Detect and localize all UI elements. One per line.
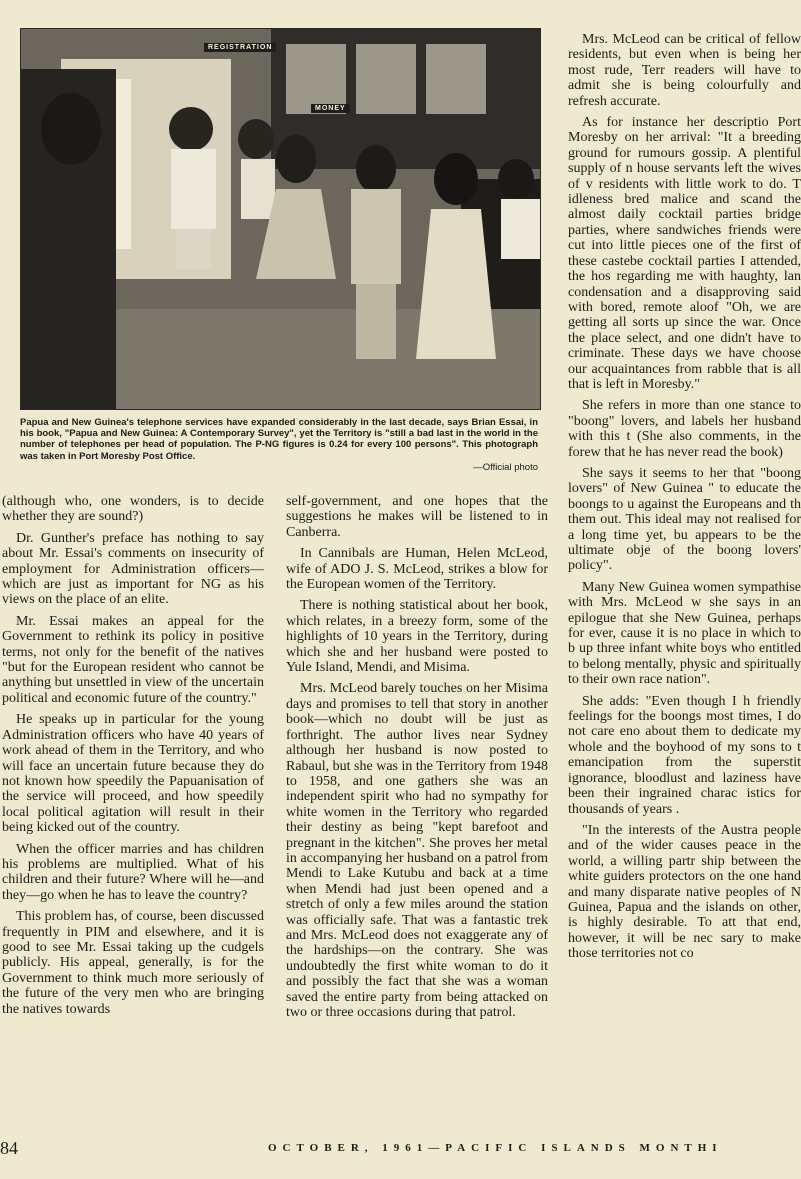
page-footer — [0, 1138, 801, 1162]
photo-caption — [20, 417, 538, 473]
paragraph: Dr. Gunther's preface has nothing to say about Mr. Essai's comments on insecurity of employment for Administration officers—which are just as important for NG as his views on the place of an elite. — [2, 530, 264, 608]
paragraph: Many New Guinea women sympathise with Mrs. McLeod w she says in an epilogue that she New Guinea, perhaps for ever, cause it is no place in which to b up three infant white boys who entitled to belong mentally, physic and spiritually to their own race nation". — [568, 579, 801, 688]
money-sign: MONEY — [311, 104, 350, 113]
photo-scene — [21, 29, 540, 409]
paragraph: She adds: "Even though I h friendly feelings for the boongs most times, I do not care eno about them to dedicate my whole and the boyhood of my sons to t emancipation from the superstit ignorance, bloodlust and laziness have been their ingrained charac istics for thousands of years . — [568, 693, 801, 817]
article-column-left — [2, 494, 264, 1023]
paragraph: There is nothing statistical about her book, which relates, in a breezy form, some of the highlights of 10 years in the Territory, during which she and her husband were posted to Yule Island, Mendi, and Misima. — [286, 598, 548, 676]
running-head: OCTOBER, 1961—PACIFIC ISLANDS MONTHI — [268, 1142, 723, 1154]
paragraph: self-government, and one hopes that the suggestions he makes will be listened to in Canberra. — [286, 494, 548, 540]
page-number: 84 — [0, 1138, 18, 1158]
article-column-right — [568, 32, 801, 968]
paragraph: Mrs. McLeod can be critical of fellow residents, but even when is being her most rude, Terr readers will have to admit she is being colourfully and refresh accurate. — [568, 32, 801, 109]
paragraph: As for instance her descriptio Port Moresby on her arrival: "It a breeding ground for rumours gossip. A plentiful supply of n house servants left the wives of v residents with little work to do. T idleness bred malice and scand the almost daily cocktail parties bridge parties, where sandwiches friends were cut into little pieces one of the first of these castebe cocktail parties I attended, the hos regarding me with haughty, lan condensation and a disapproving said with bored, remote aloof "Oh, we are getting all sorts up since the war. Once the place select, and one didn't have to criminate. These days we have choose our acquaintances from rabble that is all that is left in Moresby." — [568, 115, 801, 392]
paragraph: He speaks up in particular for the young Administration officers who have 40 years of work ahead of them in the Territory, and who will face an uncertain future because they do not known how speedily the Papuanisation of the service will proceed, and how speedily local political agitation will result in their being kicked out of the country. — [2, 712, 264, 836]
paragraph: When the officer marries and has children his problems are multiplied. What of his children and their future? Where will he—and they—go when he has to leave the country? — [2, 841, 264, 903]
caption-text: Papua and New Guinea's telephone services have expanded considerably in the last decade, says Brian Essai, in his book, "Papua and New Guinea: A Contemporary Survey", yet the Territory is "still a bad last in the world in the number of telephones per head of population. The P-NG figures is 0.24 for every 100 persons". This photograph was taken in Port Moresby Post Office. — [20, 417, 538, 462]
post-office-photo — [20, 28, 541, 410]
paragraph: This problem has, of course, been discussed frequently in PIM and elsewhere, and it is good to see Mr. Essai taking up the cudgels publicly. His appeal, generally, is for the Government to think much more seriously of the future of the very men who are bringing the natives towards — [2, 909, 264, 1017]
paragraph: In Cannibals are Human, Helen McLeod, wife of ADO J. S. McLeod, strikes a blow for the European women of the Territory. — [286, 546, 548, 593]
photo-credit: —Official photo — [473, 461, 538, 473]
paragraph: (although who, one wonders, is to decide whether they are sound?) — [2, 494, 264, 525]
paragraph: Mr. Essai makes an appeal for the Government to rethink its policy in positive terms, not only for the benefit of the natives "but for the European resident who cannot be anything but unsettled in view of the uncertain political and economic future of the country." — [2, 613, 264, 706]
paragraph: She says it seems to her that "boong lovers" of New Guinea " to educate the boongs to u against the Europeans and th them out. This ideal may not realised for a long time yet, bu appears to be the ultimate obje of the boong lovers' policy". — [568, 465, 801, 574]
paragraph: Mrs. McLeod barely touches on her Misima days and promises to tell that story in another book—which no doubt will be just as forthright. The author lives near Sydney although her husband is now posted to Rabaul, but she was in the Territory from 1948 to 1958, and one gathers she was an independent spirit who had no sympathy for white women in the Territory who regarded their destiny as being "kept barefoot and pregnant in the kitchen". She proves her metal in accompanying her husband on a patrol from Mendi to Lake Kutubu and back at a time when Mendi had just been opened and a stretch of only a few miles around the station was officially safe. That was a fantastic trek and Mrs. McLeod does not exaggerate any of the hardships—on the contrary. She was undoubtedly the first white woman to do it and possibly the fact that she was a woman saved the entire party from being attacked on two or three occasions during that patrol. — [286, 681, 548, 1020]
article-column-middle — [286, 494, 548, 1026]
paragraph: She refers in more than one stance to "boong" lovers, and labels her husband with this t (She also comments, in the forew that he has never read the book) — [568, 398, 801, 460]
registration-sign: REGISTRATION — [204, 43, 276, 52]
paragraph: "In the interests of the Austra people and of the wider causes peace in the world, a willing partr ship between the white guiders protectors on the one hand and many disparate native peoples of N Guinea, Papua and the islands on other, is highly desirable. To att that end, however, it will be nec sary to make those territories not co — [568, 822, 801, 962]
